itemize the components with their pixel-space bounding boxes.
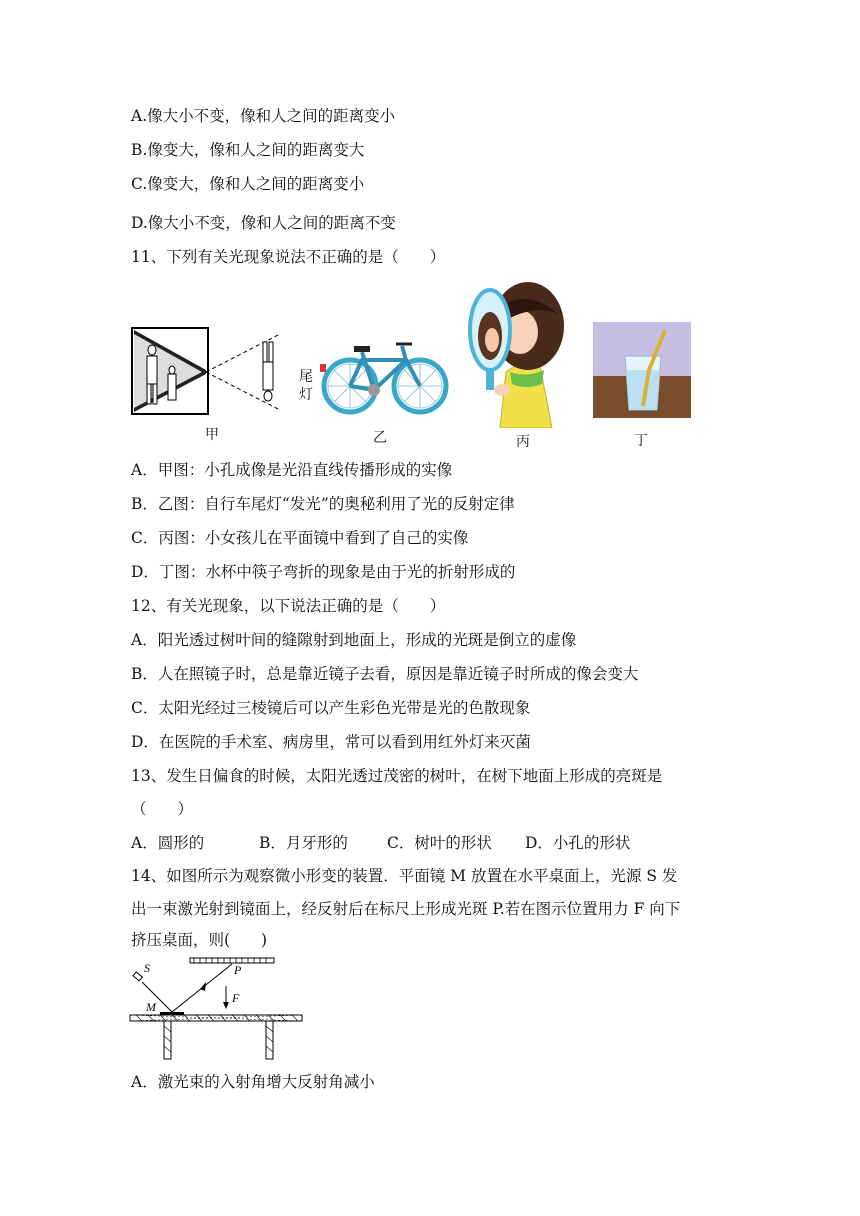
label-s: S bbox=[144, 961, 150, 975]
q13-option-d: D．小孔的形状 bbox=[525, 834, 631, 852]
tail-light-label-2: 灯 bbox=[299, 387, 313, 403]
q13-option-a: A．圆形的 bbox=[131, 834, 205, 852]
q12-stem: 12、有关光现象，以下说法正确的是（ ） bbox=[131, 597, 446, 615]
q11-option-b: B．乙图：自行车尾灯“发光”的奥秘利用了光的反射定律 bbox=[131, 495, 515, 513]
caption-yi: 乙 bbox=[373, 430, 387, 446]
q11-option-c: C．丙图：小女孩儿在平面镜中看到了自己的实像 bbox=[131, 529, 469, 547]
q12-option-b: B．人在照镜子时，总是靠近镜子去看，原因是靠近镜子时所成的像会变大 bbox=[131, 665, 639, 683]
q10-option-d: D.像大小不变，像和人之间的距离不变 bbox=[131, 214, 396, 232]
q14-stem-line1: 14、如图所示为观察微小形变的装置．平面镜 M 放置在水平桌面上，光源 S 发 bbox=[131, 867, 678, 885]
q10-option-c: C.像变大，像和人之间的距离变小 bbox=[131, 175, 365, 193]
glass-chopstick-figure bbox=[593, 322, 691, 418]
q12-option-a: A．阳光透过树叶间的缝隙射到地面上，形成的光斑是倒立的虚像 bbox=[131, 631, 577, 649]
caption-ding: 丁 bbox=[634, 433, 648, 449]
q14-option-a: A．激光束的入射角增大反射角减小 bbox=[131, 1073, 375, 1091]
q11-option-a: A．甲图：小孔成像是光沿直线传播形成的实像 bbox=[131, 461, 453, 479]
q10-option-b: B.像变大，像和人之间的距离变大 bbox=[131, 141, 365, 159]
q13-option-b: B．月牙形的 bbox=[259, 834, 348, 852]
deformation-device-figure bbox=[128, 954, 308, 1062]
label-m: M bbox=[146, 1000, 156, 1014]
pinhole-figure bbox=[130, 326, 290, 416]
q13-stem: 13、发生日偏食的时候，太阳光透过茂密的树叶，在树下地面上形成的亮斑是 bbox=[131, 767, 663, 785]
caption-jia: 甲 bbox=[205, 427, 219, 443]
q10-option-a: A.像大小不变，像和人之间的距离变小 bbox=[131, 107, 396, 125]
girl-mirror-figure bbox=[466, 280, 576, 428]
q12-option-d: D．在医院的手术室、病房里，常可以看到用红外灯来灭菌 bbox=[131, 733, 531, 751]
q11-stem: 11、下列有关光现象说法不正确的是（ ） bbox=[131, 248, 446, 266]
q13-stem-paren: （ ） bbox=[131, 800, 194, 818]
q12-option-c: C．太阳光经过三棱镜后可以产生彩色光带是光的色散现象 bbox=[131, 699, 531, 717]
tail-light-label-1: 尾 bbox=[299, 369, 313, 385]
q13-options bbox=[131, 833, 630, 853]
caption-bing: 丙 bbox=[516, 434, 530, 450]
q13-option-c: C．树叶的形状 bbox=[387, 834, 492, 852]
label-p: P bbox=[234, 963, 242, 977]
q14-stem-line2: 出一束激光射到镜面上，经反射后在标尺上形成光斑 P.若在图示位置用力 F 向下 bbox=[131, 900, 681, 918]
q14-stem-line3: 挤压桌面，则( ) bbox=[131, 931, 268, 949]
label-f: F bbox=[232, 991, 240, 1005]
q11-option-d: D．丁图：水杯中筷子弯折的现象是由于光的折射形成的 bbox=[131, 563, 516, 581]
bicycle-figure bbox=[318, 338, 450, 418]
tail-light-label bbox=[299, 368, 313, 404]
